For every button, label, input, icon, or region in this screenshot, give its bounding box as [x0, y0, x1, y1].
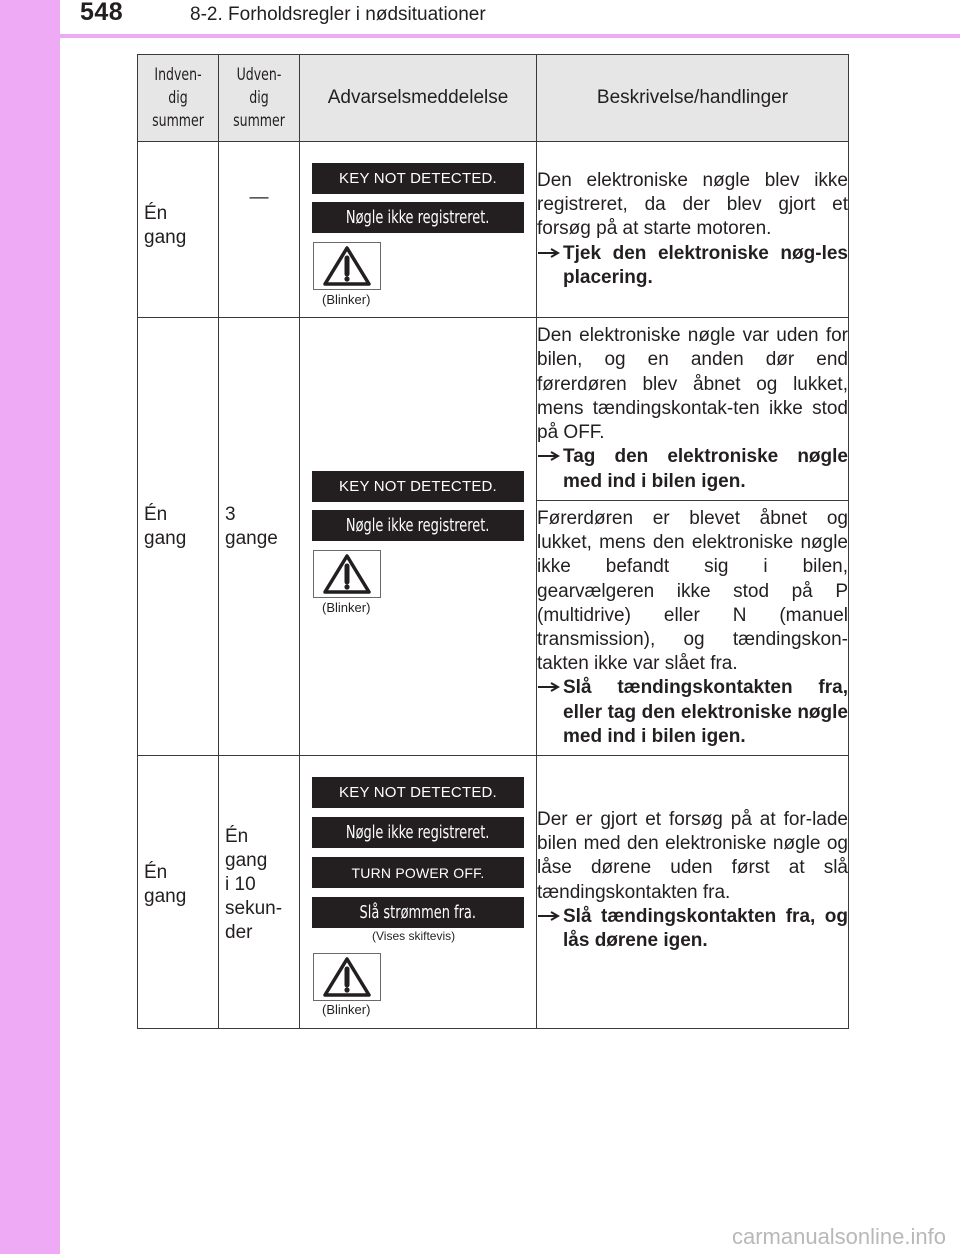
arrow-right-icon	[537, 445, 563, 493]
outside-buzzer-cell: 3 gange	[219, 318, 300, 756]
arrow-right-icon	[537, 676, 563, 749]
warning-triangle-icon	[313, 242, 381, 290]
inside-buzzer-cell: Én gang	[138, 756, 219, 1029]
table-header-row	[138, 55, 849, 142]
action-instruction: Slå tændingskontakten fra, og lås dørene igen.	[537, 905, 848, 953]
header-outside-buzzer: Udven- dig summer	[219, 55, 300, 142]
blink-label: (Blinker)	[322, 1002, 371, 1017]
action-instruction: Tag den elektroniske nøgle med ind i bilen igen.	[537, 445, 848, 493]
message-display-da: Nøgle ikke registreret.	[312, 510, 524, 541]
message-display-cell	[300, 142, 537, 318]
message-display-en-power: TURN POWER OFF.	[312, 857, 524, 888]
action-instruction: Tjek den elektroniske nøg-les placering.	[537, 242, 848, 290]
description-cell: Den elektroniske nøgle var uden for bilen, og en anden dør end førerdøren blev åbnet og lukket, mens tændingskontak-ten ikke stod på OFF. Tag den elektroniske nøgle med ind i bilen igen.	[537, 318, 849, 501]
warning-triangle-icon	[313, 550, 381, 598]
message-display-da: Nøgle ikke registreret.	[312, 817, 524, 848]
table-row	[138, 318, 849, 501]
message-display-en: KEY NOT DETECTED.	[312, 471, 524, 502]
table-row	[138, 756, 849, 1029]
alternating-label: (Vises skiftevis)	[372, 929, 456, 943]
chapter-sidebar-tab	[0, 0, 60, 1254]
table-row	[138, 142, 849, 318]
warning-triangle-icon	[313, 953, 381, 1001]
header-inside-buzzer: Indven- dig summer	[138, 55, 219, 142]
description-cell: Den elektroniske nøgle blev ikke registreret, da der blev gjort et forsøg på at starte motoren. Tjek den elektroniske nøg-les placering.	[537, 142, 849, 318]
header-description: Beskrivelse/handlinger	[537, 55, 849, 142]
warning-message-table	[137, 54, 849, 1029]
message-display-cell	[300, 756, 537, 1029]
blink-label: (Blinker)	[322, 600, 371, 615]
action-instruction: Slå tændingskontakten fra, eller tag den elektroniske nøgle med ind i bilen igen.	[537, 676, 848, 749]
message-display-da-power: Slå strømmen fra.	[312, 897, 524, 928]
arrow-right-icon	[537, 905, 563, 953]
header-divider	[60, 34, 960, 38]
description-cell: Førerdøren er blevet åbnet og lukket, mens den elektroniske nøgle ikke befandt sig i bilen, gearvælgeren ikke stod på P (multidrive) eller N (manuel transmission), og tændingskon-takten ikke var slået fra. Slå tændingskontakten fra, eller tag den elektroniske nøgle med ind i bilen igen.	[537, 501, 849, 756]
message-display-da: Nøgle ikke registreret.	[312, 202, 524, 233]
chapter-title: 8-2. Forholdsregler i nødsituationer	[190, 4, 486, 25]
header-warning-message: Advarselsmeddelelse	[300, 55, 537, 142]
arrow-right-icon	[537, 242, 563, 290]
outside-buzzer-cell: —	[219, 142, 300, 318]
page-number: 548	[80, 0, 124, 26]
watermark: carmanualsonline.info	[731, 1224, 946, 1249]
page-header	[0, 0, 960, 36]
message-display-en: KEY NOT DETECTED.	[312, 163, 524, 194]
message-display-cell	[300, 318, 537, 756]
description-cell: Der er gjort et forsøg på at for-lade bilen med den elektroniske nøgle og låse dørene uden først at slå tændingskontakten fra. Slå tændingskontakten fra, og lås dørene igen.	[537, 756, 849, 1029]
inside-buzzer-cell: Én gang	[138, 318, 219, 756]
inside-buzzer-cell: Én gang	[138, 142, 219, 318]
blink-label: (Blinker)	[322, 292, 371, 307]
outside-buzzer-cell: Én gang i 10 sekun- der	[219, 756, 300, 1029]
message-display-en: KEY NOT DETECTED.	[312, 777, 524, 808]
